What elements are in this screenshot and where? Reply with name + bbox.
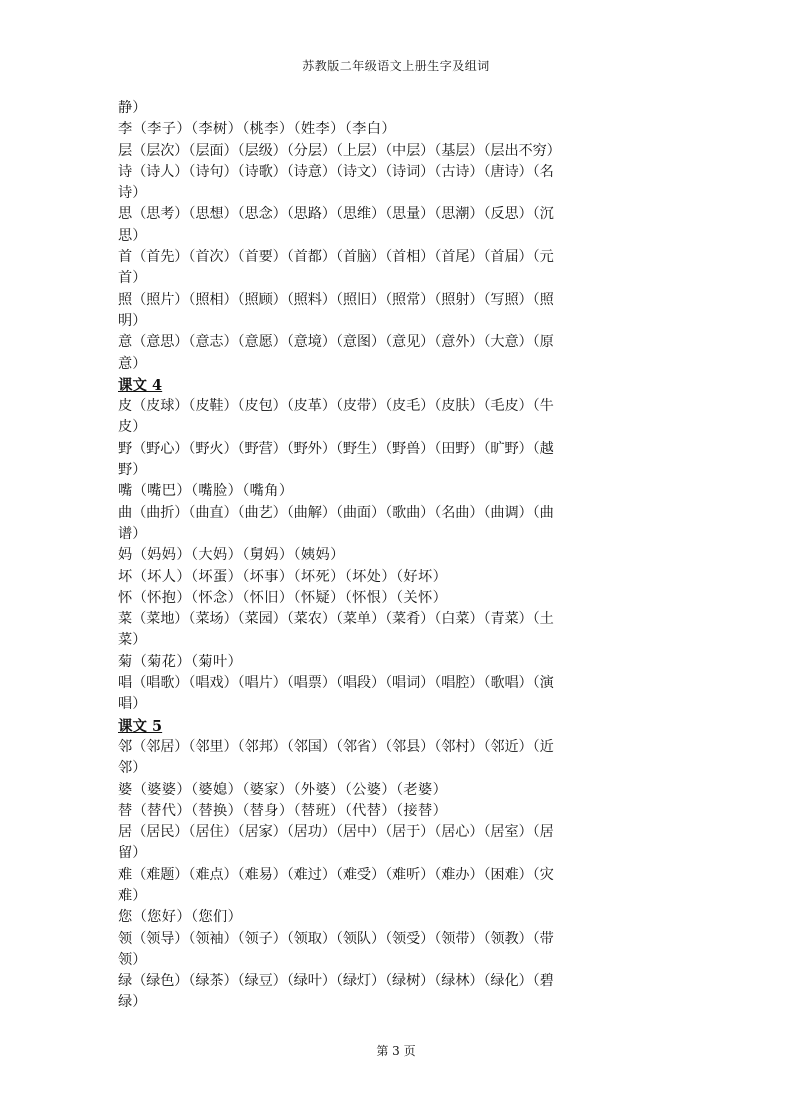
lesson-heading: 课文 5 [118, 717, 163, 735]
vocabulary-line: 皮（皮球）（皮鞋）（皮包）（皮革）（皮带）（皮毛）（皮肤）（毛皮）（牛 [118, 398, 554, 415]
vocabulary-line: 唱（唱歌）（唱戏）（唱片）（唱票）（唱段）（唱词）（唱腔）（歌唱）（演 [118, 675, 554, 692]
vocabulary-line: 意（意思）（意志）（意愿）（意境）（意图）（意见）（意外）（大意）（原 [118, 334, 554, 351]
vocabulary-line: 菜） [118, 632, 147, 649]
vocabulary-line: 留） [118, 845, 147, 862]
vocabulary-line: 菊（菊花）（菊叶） [118, 653, 243, 670]
vocabulary-line: 替（替代）（替换）（替身）（替班）（代替）（接替） [118, 802, 448, 819]
vocabulary-line: 照（照片）（照相）（照顾）（照料）（照旧）（照常）（照射）（写照）（照 [118, 291, 554, 308]
vocabulary-line: 层（层次）（层面）（层级）（分层）（上层）（中层）（基层）（层出不穷） [118, 142, 561, 159]
vocabulary-list [118, 98, 678, 1014]
vocabulary-line: 明） [118, 312, 147, 329]
vocabulary-line: 妈（妈妈）（大妈）（舅妈）（姨妈） [118, 547, 345, 564]
vocabulary-line: 居（居民）（居住）（居家）（居功）（居中）（居于）（居心）（居室）（居 [118, 824, 554, 841]
vocabulary-line: 诗（诗人）（诗句）（诗歌）（诗意）（诗文）（诗词）（古诗）（唐诗）（名 [118, 163, 554, 180]
vocabulary-line: 静） [118, 100, 147, 116]
vocabulary-line: 婆（婆婆）（婆媳）（婆家）（外婆）（公婆）（老婆） [118, 781, 448, 798]
vocabulary-line: 首） [118, 270, 147, 287]
page-number: 第 3 页 [376, 1044, 416, 1058]
vocabulary-line: 唱） [118, 696, 147, 713]
vocabulary-line: 您（您好）（您们） [118, 909, 243, 926]
vocabulary-line: 野（野心）（野火）（野营）（野外）（野生）（野兽）（田野）（旷野）（越 [118, 440, 554, 457]
vocabulary-line: 难（难题）（难点）（难易）（难过）（难受）（难听）（难办）（困难）（灾 [118, 866, 554, 883]
page-header-title: 苏教版二年级语文上册生字及组词 [302, 59, 490, 73]
vocabulary-line: 怀（怀抱）（怀念）（怀旧）（怀疑）（怀恨）（关怀） [118, 589, 448, 606]
vocabulary-line: 李（李子）（李树）（桃李）（姓李）（李白） [118, 121, 396, 138]
vocabulary-line: 邻（邻居）（邻里）（邻邦）（邻国）（邻省）（邻县）（邻村）（邻近）（近 [118, 738, 554, 755]
vocabulary-line: 首（首先）（首次）（首要）（首都）（首脑）（首相）（首尾）（首届）（元 [118, 249, 554, 266]
vocabulary-line: 皮） [118, 419, 147, 436]
vocabulary-line: 绿） [118, 994, 147, 1011]
vocabulary-line: 嘴（嘴巴）（嘴脸）（嘴角） [118, 483, 294, 500]
vocabulary-line: 绿（绿色）（绿茶）（绿豆）（绿叶）（绿灯）（绿树）（绿林）（绿化）（碧 [118, 973, 554, 990]
vocabulary-line: 诗） [118, 185, 147, 202]
vocabulary-line: 曲（曲折）（曲直）（曲艺）（曲解）（曲面）（歌曲）（名曲）（曲调）（曲 [118, 504, 554, 521]
vocabulary-line: 思） [118, 227, 147, 244]
lesson-heading: 课文 4 [118, 376, 163, 394]
vocabulary-line: 意） [118, 355, 147, 372]
vocabulary-line: 坏（坏人）（坏蛋）（坏事）（坏死）（坏处）（好坏） [118, 568, 448, 585]
vocabulary-line: 难） [118, 887, 147, 904]
vocabulary-line: 领） [118, 951, 147, 968]
vocabulary-line: 谱） [118, 525, 147, 542]
vocabulary-line: 邻） [118, 760, 147, 777]
vocabulary-line: 思（思考）（思想）（思念）（思路）（思维）（思量）（思潮）（反思）（沉 [118, 206, 554, 223]
vocabulary-line: 野） [118, 462, 147, 479]
vocabulary-line: 菜（菜地）（菜场）（菜园）（菜农）（菜单）（菜肴）（白菜）（青菜）（土 [118, 611, 554, 628]
vocabulary-line: 领（领导）（领袖）（领子）（领取）（领队）（领受）（领带）（领教）（带 [118, 930, 554, 947]
